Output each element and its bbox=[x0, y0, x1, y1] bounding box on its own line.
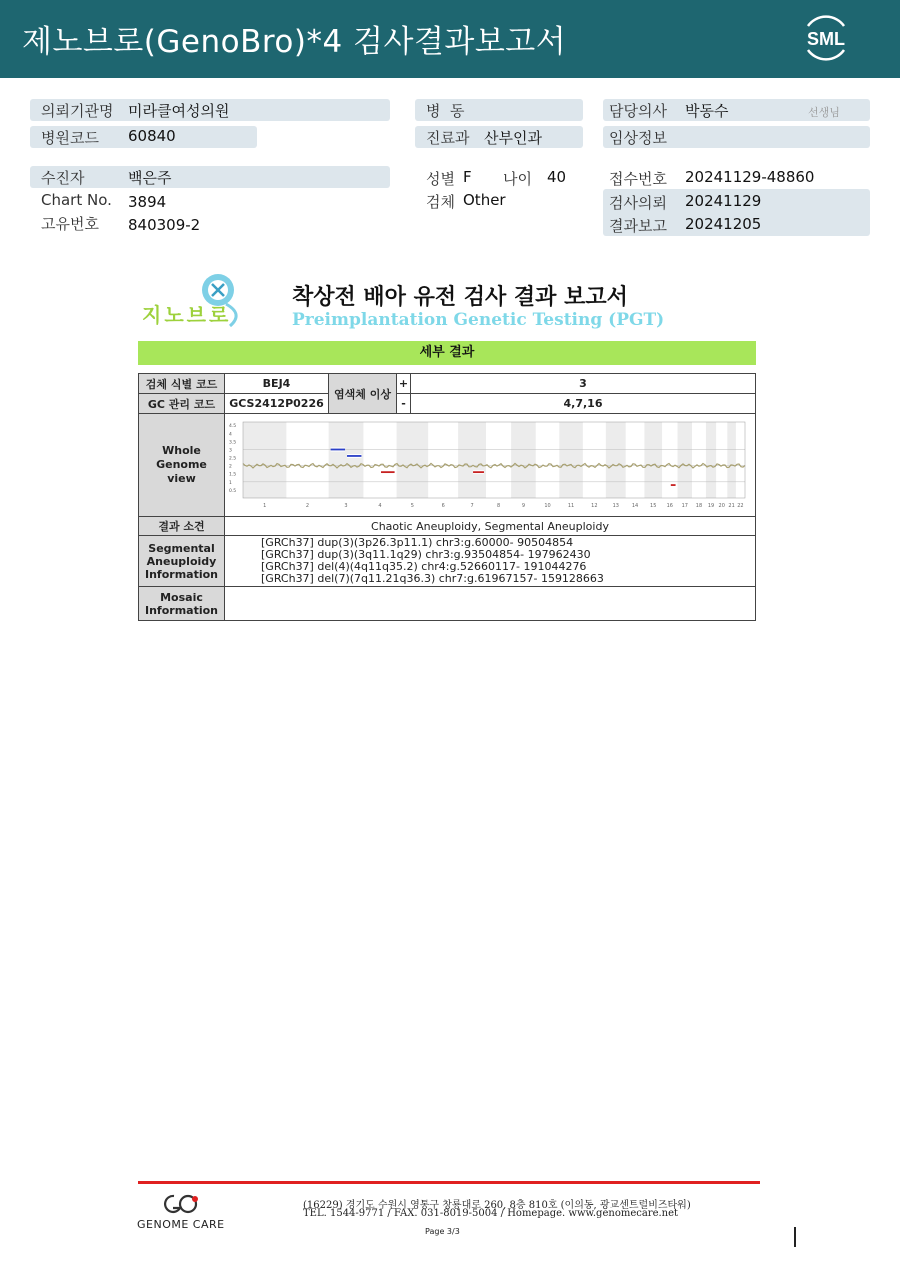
y-tick-label: 2 bbox=[229, 464, 232, 470]
chart-label: Chart No. bbox=[41, 191, 112, 209]
genome-label-line-3: view bbox=[167, 472, 196, 485]
text-cursor bbox=[794, 1227, 796, 1247]
chrom-band bbox=[644, 422, 662, 498]
document-title: 제노브로(GenoBro)*4 검사결과보고서 bbox=[22, 24, 567, 60]
x-tick-label: 20 bbox=[718, 503, 725, 509]
x-tick-label: 7 bbox=[470, 503, 474, 509]
uid-label: 고유번호 bbox=[41, 215, 99, 233]
abnormality-label: 염색체 이상 bbox=[329, 374, 397, 414]
results-table bbox=[138, 373, 756, 621]
chart-value: 3894 bbox=[128, 193, 167, 211]
x-tick-label: 4 bbox=[378, 503, 382, 509]
clinical-label: 임상정보 bbox=[609, 129, 667, 147]
dept-label: 진료과 bbox=[426, 129, 470, 147]
x-tick-label: 9 bbox=[521, 503, 526, 509]
x-tick-label: 14 bbox=[631, 503, 639, 509]
chrom-band bbox=[458, 422, 486, 498]
x-tick-label: 19 bbox=[707, 503, 715, 509]
y-tick-label: 1 bbox=[229, 480, 232, 486]
x-tick-label: 15 bbox=[650, 503, 657, 509]
chrom-band bbox=[706, 422, 716, 498]
chrom-band bbox=[397, 422, 429, 498]
footer-divider bbox=[138, 1181, 760, 1184]
chrom-band bbox=[329, 422, 364, 498]
x-tick-label: 8 bbox=[496, 503, 501, 509]
report-title: 착상전 배아 유전 검사 결과 보고서 bbox=[292, 285, 628, 310]
company-address: (16229) 경기도 수원시 영통구 창룡대로 260, 8층 810호 (이의동, 광교센트럴비즈타워) bbox=[303, 1200, 691, 1211]
plot-frame bbox=[243, 422, 745, 498]
chrom-band bbox=[559, 422, 583, 498]
x-tick-label: 6 bbox=[441, 503, 445, 509]
y-tick-label: 3.5 bbox=[229, 440, 237, 446]
sex-value: F bbox=[463, 168, 472, 186]
mosaic-label bbox=[139, 587, 225, 621]
request-label: 검사의뢰 bbox=[609, 194, 667, 212]
patient-label: 수진자 bbox=[41, 169, 85, 187]
x-tick-label: 5 bbox=[410, 503, 414, 509]
x-tick-label: 3 bbox=[344, 503, 348, 509]
genome-label-line-1: Whole bbox=[162, 444, 201, 457]
x-tick-label: 17 bbox=[681, 503, 688, 509]
x-tick-label: 16 bbox=[666, 503, 673, 509]
segmental-label-line-3: Information bbox=[145, 567, 218, 581]
institution-value: 미라클여성의원 bbox=[128, 102, 230, 120]
y-tick-label: 4 bbox=[229, 432, 232, 438]
sml-logo bbox=[800, 12, 852, 64]
jinobro-logo-text: 지노브로 bbox=[142, 303, 232, 327]
gain-sign: + bbox=[397, 374, 411, 394]
page-number: Page 3/3 bbox=[425, 1227, 460, 1236]
y-tick-label: 1.5 bbox=[229, 472, 237, 478]
hospital-code-label: 병원코드 bbox=[41, 129, 99, 147]
hospital-code-value: 60840 bbox=[128, 127, 176, 145]
segmental-label bbox=[139, 536, 225, 587]
y-tick-label: 4.5 bbox=[229, 424, 237, 430]
request-value: 20241129 bbox=[685, 192, 762, 210]
age-label: 나이 bbox=[503, 170, 532, 188]
sample-id-label: 검체 식별 코드 bbox=[139, 374, 225, 394]
section-detail-results: 세부 결과 bbox=[138, 341, 756, 365]
x-tick-label: 10 bbox=[544, 503, 551, 509]
age-value: 40 bbox=[547, 168, 567, 186]
finding-label: 결과 소견 bbox=[139, 517, 225, 536]
mosaic-label-line-1: Mosaic bbox=[160, 590, 203, 604]
x-tick-label: 2 bbox=[305, 503, 310, 509]
company-contact: TEL. 1544-9771 / FAX. 031-8019-5004 / Homepage. www.genomecare.net bbox=[303, 1208, 679, 1219]
segmental-line: [GRCh37] dup(3)(3p26.3p11.1) chr3:g.60000- 90504854 bbox=[261, 536, 574, 549]
receipt-label: 접수번호 bbox=[609, 170, 667, 188]
x-tick-label: 12 bbox=[591, 503, 598, 509]
loss-chromosomes: 4,7,16 bbox=[411, 394, 756, 414]
whole-genome-chart bbox=[227, 416, 749, 511]
y-tick-label: 2.5 bbox=[229, 456, 237, 462]
segmental-label-line-2: Aneuploidy bbox=[146, 554, 217, 568]
segmental-info bbox=[225, 536, 756, 587]
x-tick-label: 1 bbox=[263, 503, 267, 509]
y-tick-label: 3 bbox=[229, 448, 232, 454]
mosaic-label-line-2: Information bbox=[145, 603, 218, 617]
specimen-value: Other bbox=[463, 191, 506, 209]
segmental-line: [GRCh37] del(7)(7q11.21q36.3) chr7:g.61967157- 159128663 bbox=[261, 572, 604, 585]
chrom-band bbox=[727, 422, 736, 498]
doctor-suffix: 선생님 bbox=[808, 106, 840, 119]
genome-view-cell bbox=[225, 414, 756, 517]
uid-value: 840309-2 bbox=[128, 216, 201, 234]
genome-view-label bbox=[139, 414, 225, 517]
report-subtitle: Preimplantation Genetic Testing (PGT) bbox=[292, 310, 665, 330]
sex-label: 성별 bbox=[426, 170, 455, 188]
gc-code-label: GC 관리 코드 bbox=[139, 394, 225, 414]
sml-logo-text: SML bbox=[807, 29, 845, 49]
report-header bbox=[0, 0, 900, 78]
institution-label: 의뢰기관명 bbox=[41, 102, 114, 120]
loss-sign: - bbox=[397, 394, 411, 414]
patient-value: 백은주 bbox=[128, 169, 172, 187]
x-tick-label: 18 bbox=[695, 503, 703, 509]
report-date-label: 결과보고 bbox=[609, 217, 667, 235]
mosaic-value bbox=[225, 587, 756, 621]
segmental-line: [GRCh37] dup(3)(3q11.1q29) chr3:g.93504854- 197962430 bbox=[261, 548, 591, 561]
y-tick-label: 0.5 bbox=[229, 488, 237, 494]
finding-value: Chaotic Aneuploidy, Segmental Aneuploidy bbox=[225, 517, 756, 536]
segmental-line: [GRCh37] del(4)(4q11q35.2) chr4:g.52660117- 191044276 bbox=[261, 560, 587, 573]
segmental-label-line-1: Segmental bbox=[148, 541, 215, 555]
receipt-value: 20241129-48860 bbox=[685, 168, 815, 186]
chrom-band bbox=[606, 422, 626, 498]
genome-label-line-2: Genome bbox=[156, 458, 207, 471]
dept-value: 산부인과 bbox=[484, 129, 542, 147]
specimen-label: 검체 bbox=[426, 193, 455, 211]
report-date-value: 20241205 bbox=[685, 215, 762, 233]
doctor-label: 담당의사 bbox=[609, 102, 667, 120]
sample-id-value: BEJ4 bbox=[225, 374, 329, 394]
gain-chromosomes: 3 bbox=[411, 374, 756, 394]
company-name: GENOME CARE bbox=[137, 1218, 225, 1231]
doctor-value: 박동수 bbox=[685, 102, 729, 120]
x-tick-label: 11 bbox=[567, 503, 575, 509]
ward-label: 병 동 bbox=[426, 102, 465, 120]
gc-code-value: GCS2412P0226 bbox=[225, 394, 329, 414]
genome-care-logo bbox=[160, 1193, 204, 1215]
x-tick-label: 22 bbox=[737, 503, 744, 509]
chrom-band bbox=[243, 422, 286, 498]
chrom-band bbox=[511, 422, 536, 498]
x-tick-label: 13 bbox=[612, 503, 619, 509]
jinobro-logo bbox=[140, 270, 250, 330]
x-tick-label: 21 bbox=[728, 503, 735, 509]
chrom-band bbox=[678, 422, 692, 498]
